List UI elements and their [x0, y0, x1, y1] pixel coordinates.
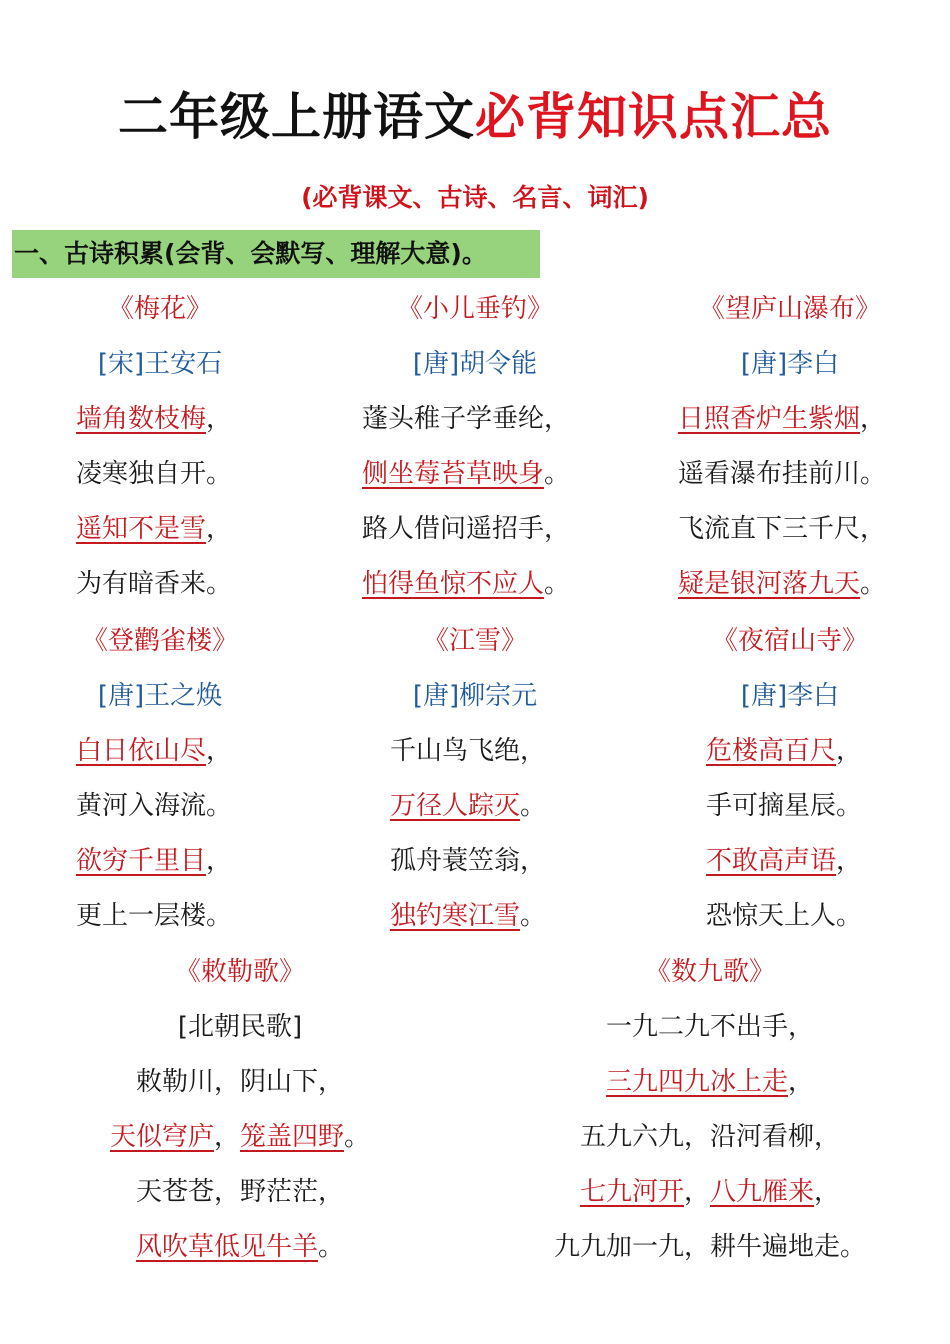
- poem-author: [唐]李白: [740, 681, 840, 711]
- punct: ，: [860, 404, 887, 434]
- punct: 。: [318, 1232, 345, 1262]
- poem-yesu: [660, 614, 920, 944]
- title-red-part: 必背知识点汇总: [475, 88, 832, 146]
- poem-line: [340, 889, 610, 944]
- poem-title: 《夜宿山寺》: [711, 626, 868, 656]
- key-line: 笼盖四野: [240, 1122, 345, 1152]
- key-line: 八九雁来: [710, 1177, 815, 1207]
- key-line: 墙角数枝梅: [76, 404, 207, 434]
- poem-line: 孤舟蓑笠翁，: [390, 846, 547, 876]
- poem-line: [520, 1165, 900, 1220]
- poem-line: [60, 1220, 420, 1275]
- poem-author: [宋]王安石: [97, 349, 223, 379]
- key-line: 欲穷千里目: [76, 846, 207, 876]
- punct: ，: [206, 736, 233, 766]
- poem-title: 《登鹳雀楼》: [81, 626, 238, 656]
- punct: 。: [520, 791, 547, 821]
- poem-line: 手可摘星辰。: [706, 791, 863, 821]
- section-heading: 一、古诗积累(会背、会默写、理解大意)。: [14, 239, 487, 268]
- key-line: 日照香炉生紫烟: [678, 404, 861, 434]
- poem-line: [60, 1110, 420, 1165]
- key-line: 风吹草低见牛羊: [135, 1232, 318, 1262]
- poem-title: 《小儿垂钓》: [396, 294, 553, 324]
- poem-title: 《梅花》: [107, 294, 212, 324]
- key-line: 不敢高声语: [706, 846, 837, 876]
- poem-meihua: [40, 282, 280, 612]
- poem-line: [40, 502, 280, 557]
- poem-shujiu: [520, 945, 900, 1275]
- punct: 。: [344, 1122, 371, 1152]
- poem-jiangxue: [340, 614, 610, 944]
- key-line: 遥知不是雪: [76, 514, 207, 544]
- poem-lushan: [660, 282, 920, 612]
- poem-author: [北朝民歌]: [177, 1012, 303, 1042]
- poem-line: 路人借问遥招手，: [362, 514, 571, 544]
- poem-title: 《江雪》: [422, 626, 527, 656]
- poem-chile: [60, 945, 420, 1275]
- punct: ，: [683, 1177, 710, 1207]
- poem-line: [520, 1055, 900, 1110]
- punct: ，: [836, 736, 863, 766]
- key-line: 白日依山尽: [76, 736, 207, 766]
- key-line: 疑是银河落九天: [678, 569, 861, 599]
- poem-line: 蓬头稚子学垂纶，: [362, 404, 571, 434]
- page-title: [0, 82, 950, 152]
- punct: ，: [206, 404, 233, 434]
- punct: 。: [520, 901, 547, 931]
- poem-author: [唐]王之焕: [97, 681, 223, 711]
- poem-line: 遥看瀑布挂前川。: [678, 459, 887, 489]
- punct: 。: [860, 569, 887, 599]
- poem-author: [唐]胡令能: [412, 349, 538, 379]
- poem-title: 《敕勒歌》: [174, 957, 305, 987]
- punct: ，: [206, 514, 233, 544]
- poem-xiaoer: [340, 282, 610, 612]
- poem-line: 为有暗香来。: [76, 569, 233, 599]
- key-line: 怕得鱼惊不应人: [362, 569, 545, 599]
- poem-title: 《数九歌》: [644, 957, 775, 987]
- poem-line: 千山鸟飞绝，: [390, 736, 547, 766]
- key-line: 危楼高百尺: [706, 736, 837, 766]
- poem-line: 恐惊天上人。: [706, 901, 863, 931]
- key-line: 侧坐莓苔草映身: [362, 459, 545, 489]
- key-line: 七九河开: [579, 1177, 684, 1207]
- punct: ，: [213, 1122, 240, 1152]
- key-line: 万径人踪灭: [390, 791, 521, 821]
- poem-line: 九九加一九，耕牛遍地走。: [553, 1232, 866, 1262]
- poem-line: [340, 779, 610, 834]
- poem-line: [660, 834, 920, 889]
- poem-dengque: [40, 614, 280, 944]
- key-line: 独钓寒江雪: [390, 901, 521, 931]
- poem-line: 天苍苍，野茫茫，: [135, 1177, 344, 1207]
- poem-line: [40, 724, 280, 779]
- poem-line: 黄河入海流。: [76, 791, 233, 821]
- poem-line: 五九六九，沿河看柳，: [579, 1122, 840, 1152]
- poem-line: [660, 557, 920, 612]
- poem-line: [40, 834, 280, 889]
- punct: 。: [544, 569, 571, 599]
- punct: ，: [814, 1177, 841, 1207]
- poem-line: 飞流直下三千尺，: [678, 514, 887, 544]
- poem-line: [40, 392, 280, 447]
- poem-line: 敕勒川，阴山下，: [135, 1067, 344, 1097]
- punct: 。: [544, 459, 571, 489]
- punct: ，: [206, 846, 233, 876]
- punct: ，: [788, 1067, 815, 1097]
- poem-line: [660, 724, 920, 779]
- title-black-part: 二年级上册语文: [118, 88, 475, 146]
- poem-line: [660, 392, 920, 447]
- poem-line: [340, 447, 610, 502]
- poem-line: 一九二九不出手，: [605, 1012, 814, 1042]
- key-line: 三九四九冰上走: [605, 1067, 788, 1097]
- poem-line: 更上一层楼。: [76, 901, 233, 931]
- poem-line: 凌寒独自开。: [76, 459, 233, 489]
- page-subtitle: (必背课文、古诗、名言、词汇): [301, 183, 649, 212]
- poem-author: [唐]李白: [740, 349, 840, 379]
- poem-line: [340, 557, 610, 612]
- key-line: 天似穹庐: [109, 1122, 214, 1152]
- punct: ，: [836, 846, 863, 876]
- poem-title: 《望庐山瀑布》: [698, 294, 881, 324]
- poem-author: [唐]柳宗元: [412, 681, 538, 711]
